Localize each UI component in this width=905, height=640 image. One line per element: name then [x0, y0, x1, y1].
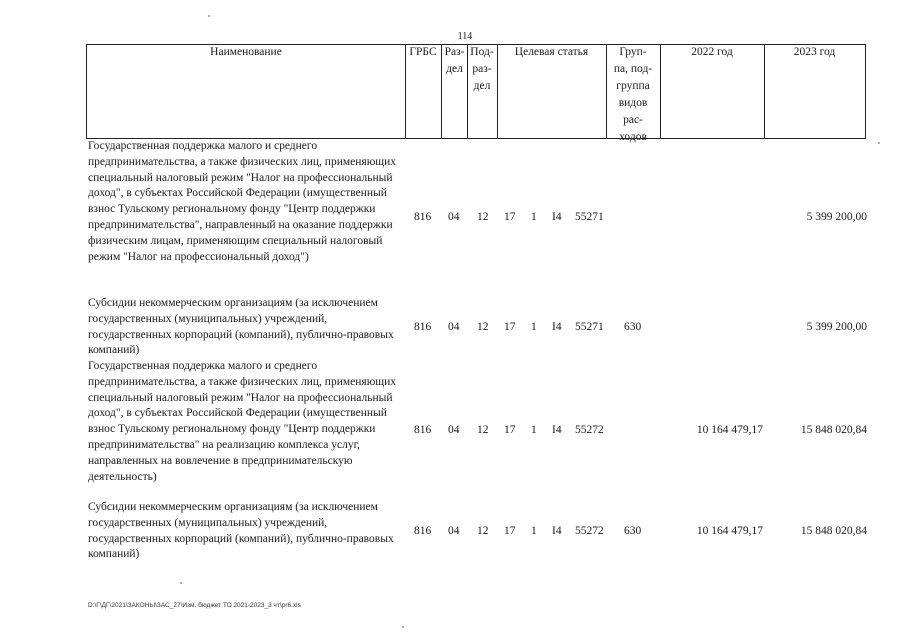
header-name: Наименование — [210, 46, 282, 58]
cell-expense-group: 630 — [624, 321, 642, 333]
cell-target-3: I4 — [552, 525, 562, 537]
header-razdel: Раз- дел — [444, 46, 465, 75]
header-expense-group: Груп- па, под- группа видов рас- ходов — [613, 46, 653, 143]
table-row-name: Государственная поддержка малого и среднего предпринимательства, а также физических лиц, применяющих специальный налоговый режим "Налог на профессиональный доход", в субъектах Российской Федерации (имущественный взнос Тульскому региональному фонду "Центр поддержки предпринимательства" на реализацию комплекса услуг, направленных на вовлечение в предпринимательскую деятельность) — [88, 360, 397, 483]
cell-target-1: 17 — [504, 211, 516, 223]
cell-target-2: 1 — [531, 321, 537, 333]
cell-target-1: 17 — [504, 321, 516, 333]
header-2022: 2022 год — [691, 46, 733, 58]
cell-razdel: 04 — [448, 525, 460, 537]
cell-target-1: 17 — [504, 525, 516, 537]
cell-target-3: I4 — [552, 321, 562, 333]
cell-razdel: 04 — [448, 211, 460, 223]
cell-grbs: 816 — [414, 211, 432, 223]
scan-speck — [878, 142, 880, 144]
cell-podrazdel: 12 — [477, 525, 489, 537]
cell-target-4: 55271 — [575, 211, 604, 223]
cell-podrazdel: 12 — [477, 321, 489, 333]
cell-expense-group: 630 — [624, 525, 642, 537]
scan-speck — [402, 626, 404, 628]
header-target-article: Целевая статья — [514, 46, 589, 58]
table-row-name: Государственная поддержка малого и среднего предпринимательства, а также физических лиц, применяющих специальный налоговый режим "Налог на профессиональный доход", в субъектах Российской Федерации (имущественный взнос Тульскому региональному фонду "Центр поддержки предпринимательства", направленный на оказание поддержки физическим лицам, применяющим специальный налоговый режим "Налог на профессиональный доход") — [88, 140, 397, 263]
cell-target-3: I4 — [552, 424, 562, 436]
cell-target-2: 1 — [531, 424, 537, 436]
cell-2023: 15 848 020,84 — [800, 525, 867, 537]
col-divider — [86, 44, 87, 138]
cell-target-4: 55272 — [575, 525, 604, 537]
cell-target-3: I4 — [552, 211, 562, 223]
cell-target-2: 1 — [531, 211, 537, 223]
scan-speck — [180, 582, 182, 584]
cell-2022: 10 164 479,17 — [696, 424, 763, 436]
cell-grbs: 816 — [414, 424, 432, 436]
cell-podrazdel: 12 — [477, 424, 489, 436]
table-row-name: Субсидии некоммерческим организациям (за исключением государственных (муниципальных) учреждений, государственных корпораций (компаний), публично-правовых компаний) — [88, 501, 394, 561]
cell-podrazdel: 12 — [477, 211, 489, 223]
cell-2023: 5 399 200,00 — [806, 211, 867, 223]
header-grbs: ГРБС — [409, 46, 437, 58]
col-divider — [865, 44, 866, 138]
cell-target-1: 17 — [504, 424, 516, 436]
header-podrazdel: Под- раз- дел — [470, 46, 494, 92]
cell-target-2: 1 — [531, 525, 537, 537]
cell-2023: 5 399 200,00 — [806, 321, 867, 333]
cell-razdel: 04 — [448, 321, 460, 333]
cell-grbs: 816 — [414, 525, 432, 537]
cell-target-4: 55272 — [575, 424, 604, 436]
file-path-footer: D:\Г\ДГ\2021\ЗАКОНЫ\ЗАС_27\Изм. бюджет ТО 2021-2023_3 чт\pr6.xls — [88, 602, 301, 609]
table-row-name: Субсидии некоммерческим организациям (за исключением государственных (муниципальных) учреждений, государственных корпораций (компаний), публично-правовых компаний) — [88, 297, 394, 357]
cell-target-4: 55271 — [575, 321, 604, 333]
scan-speck — [208, 15, 210, 17]
header-2023: 2023 год — [793, 46, 836, 58]
cell-2022: 10 164 479,17 — [696, 525, 763, 537]
page-number: 114 — [457, 31, 473, 42]
cell-grbs: 816 — [414, 321, 432, 333]
cell-razdel: 04 — [448, 424, 460, 436]
cell-2023: 15 848 020,84 — [800, 424, 867, 436]
